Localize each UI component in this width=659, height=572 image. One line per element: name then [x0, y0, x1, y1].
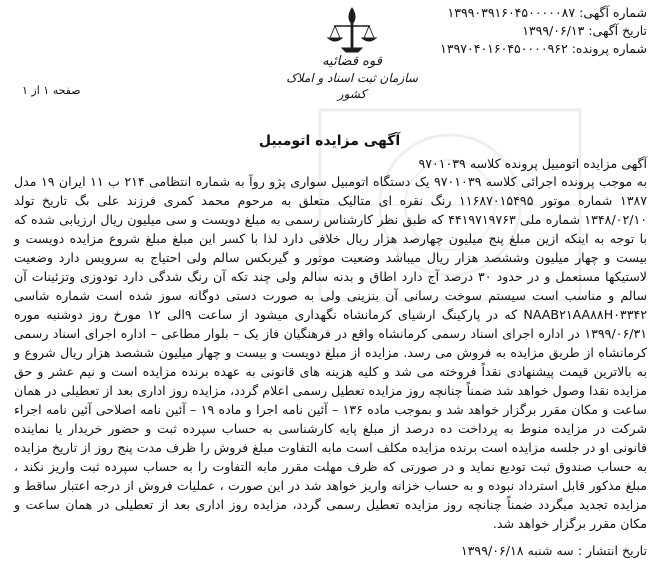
document-title: آگهی مزایده اتومبیل	[258, 133, 401, 149]
case-number-row	[440, 40, 647, 58]
notice-metadata	[440, 4, 647, 58]
organization-name	[282, 54, 422, 102]
org-name-line2: سازمان ثبت اسناد و املاک کشور	[286, 71, 418, 101]
case-number-label: شماره پرونده:	[571, 41, 647, 56]
org-name-line1: قوه قضائیه	[322, 54, 382, 69]
case-number: ۱۳۹۷۰۴۰۱۶۰۴۵۰۰۰۰۹۶۲	[440, 41, 568, 56]
notice-number-label: شماره آگهی:	[579, 5, 647, 20]
notice-body: به موجب پرونده اجرائی کلاسه ۹۷۰۱۰۳۹ یک دستگاه اتومبیل سواری پژو روآ به شماره انتظامی ۲۱۴ ب ۱۱ ایران ۱۹ مدل ۱۳۸۷ شماره موتور ۱۱۶۸۷۰۱۵۴۹۵ رنگ نقره ای متالیک متعلق به مرحوم محمد کمری فرزند علی بگ تاریخ تولد ۱۳۴۸/۰۲/۱۰ شماره ملی ۴۴۱۹۷۱۹۷۶۳ که طبق نظر کارشناس رسمی به مبلغ دویست و سی میلیون ریال ارزیابی شده که با توجه به اینکه ازین مبلغ پنج میلیون چهارصد هزار ریال خلافی دارد لذا با کسر این مبلغ مبلغ شروع مزایده دویست و بیست و چهار میلیون وششصد هزار ریال میباشد وضعیت موتور و گیربکس سالم ولی احتیاج به سرویس دارد وضعیت لاستیکها مستعمل و در حدود ۳۰ درصد آج دارد اطاق و بدنه سالم ولی چند تکه آن رنگ شدگی دارد تودوزی وتزئینات آن سالم و مناسب است سیستم سوخت رسانی آن بنزینی ولی به صورت دستی دوگانه سوز شده است شماره شاسی NAAB۲۱AA۸۸H۰۳۳۴۲ که در پارکینگ ارشیای کرمانشاه نگهداری میشود از ساعت ۹الی ۱۲ مورخ روز دوشنبه موره ۱۳۹۹/۰۶/۳۱ در اداره اجرای اسناد رسمی کرمانشاه واقع در فرهنگیان فاز یک – بلوار مطاعی – اداره اجرای اسناد رسمی کرمانشاه از طریق مزایده به فروش می رسد. مزایده از مبلغ دویست و بیست و چهار میلیون ششصد هزار ریال شروع و به بالاترین قیمت پیشنهادی نقداً فروخته می شد و کلیه هزینه های قانونی به عهده برنده مزایده است و نیم عشر و حق مزایده نقدا وصول خواهد شد ضمناً چنانچه روز مزایده تعطیل رسمی اعلام گردد، مزایده روز اداری بعد از تعطیلی در همان ساعت و مکان مقرر برگزار خواهد شد و بموجب ماده ۱۳۶ – آئین نامه اجرا و ماده ۱۹ – آئین نامه اصلاحی آئین نامه اجراء شرکت در مزایده منوط به پرداخت ده درصد از مبلغ پایه کارشناسی به حساب سپرده ثبت و حضور خریدار یا نماینده قانونی او در جلسه مزایده است برنده مزایده مکلف است مابه التفاوت مبلغ فروش را ظرف مدت پنج روز از تاریخ مزایده به حساب صندوق ثبت تودیع نماید و در صورتی که ظرف مهلت مقرر مابه التفاوت را به حساب سپرده ثبت واریز نکند ، مبلغ مذکور قابل استرداد نبوده و به حساب خزانه واریز خواهد شد در این صورت ، عملیات فروش از درجه اعتبار ساقط و مزایده تجدید میگردد ضمناً چنانچه روز مزایده تعطیل رسمی گردد، مزایده روز اداری بعد از تعطیلی در همان ساعت و مکان مقرر برگزار خواهد شد.	[14, 174, 647, 531]
notice-date-label: تاریخ آگهی:	[588, 23, 647, 38]
publish-date-line: تاریخ انتشار : سه شنبه ۱۳۹۹/۰۶/۱۸	[460, 543, 647, 558]
notice-number-row	[440, 4, 647, 22]
page-indicator: صفحه ۱ از ۱	[22, 84, 81, 97]
notice-date-row	[440, 22, 647, 40]
file-reference-line: آگهی مزایده اتومبیل پرونده کلاسه ۹۷۰۱۰۳۹	[418, 156, 647, 171]
notice-date: ۱۳۹۹/۰۶/۱۳	[522, 23, 585, 38]
notice-number: ۱۳۹۹۰۳۹۱۶۰۴۵۰۰۰۰۰۸۷	[447, 5, 576, 20]
